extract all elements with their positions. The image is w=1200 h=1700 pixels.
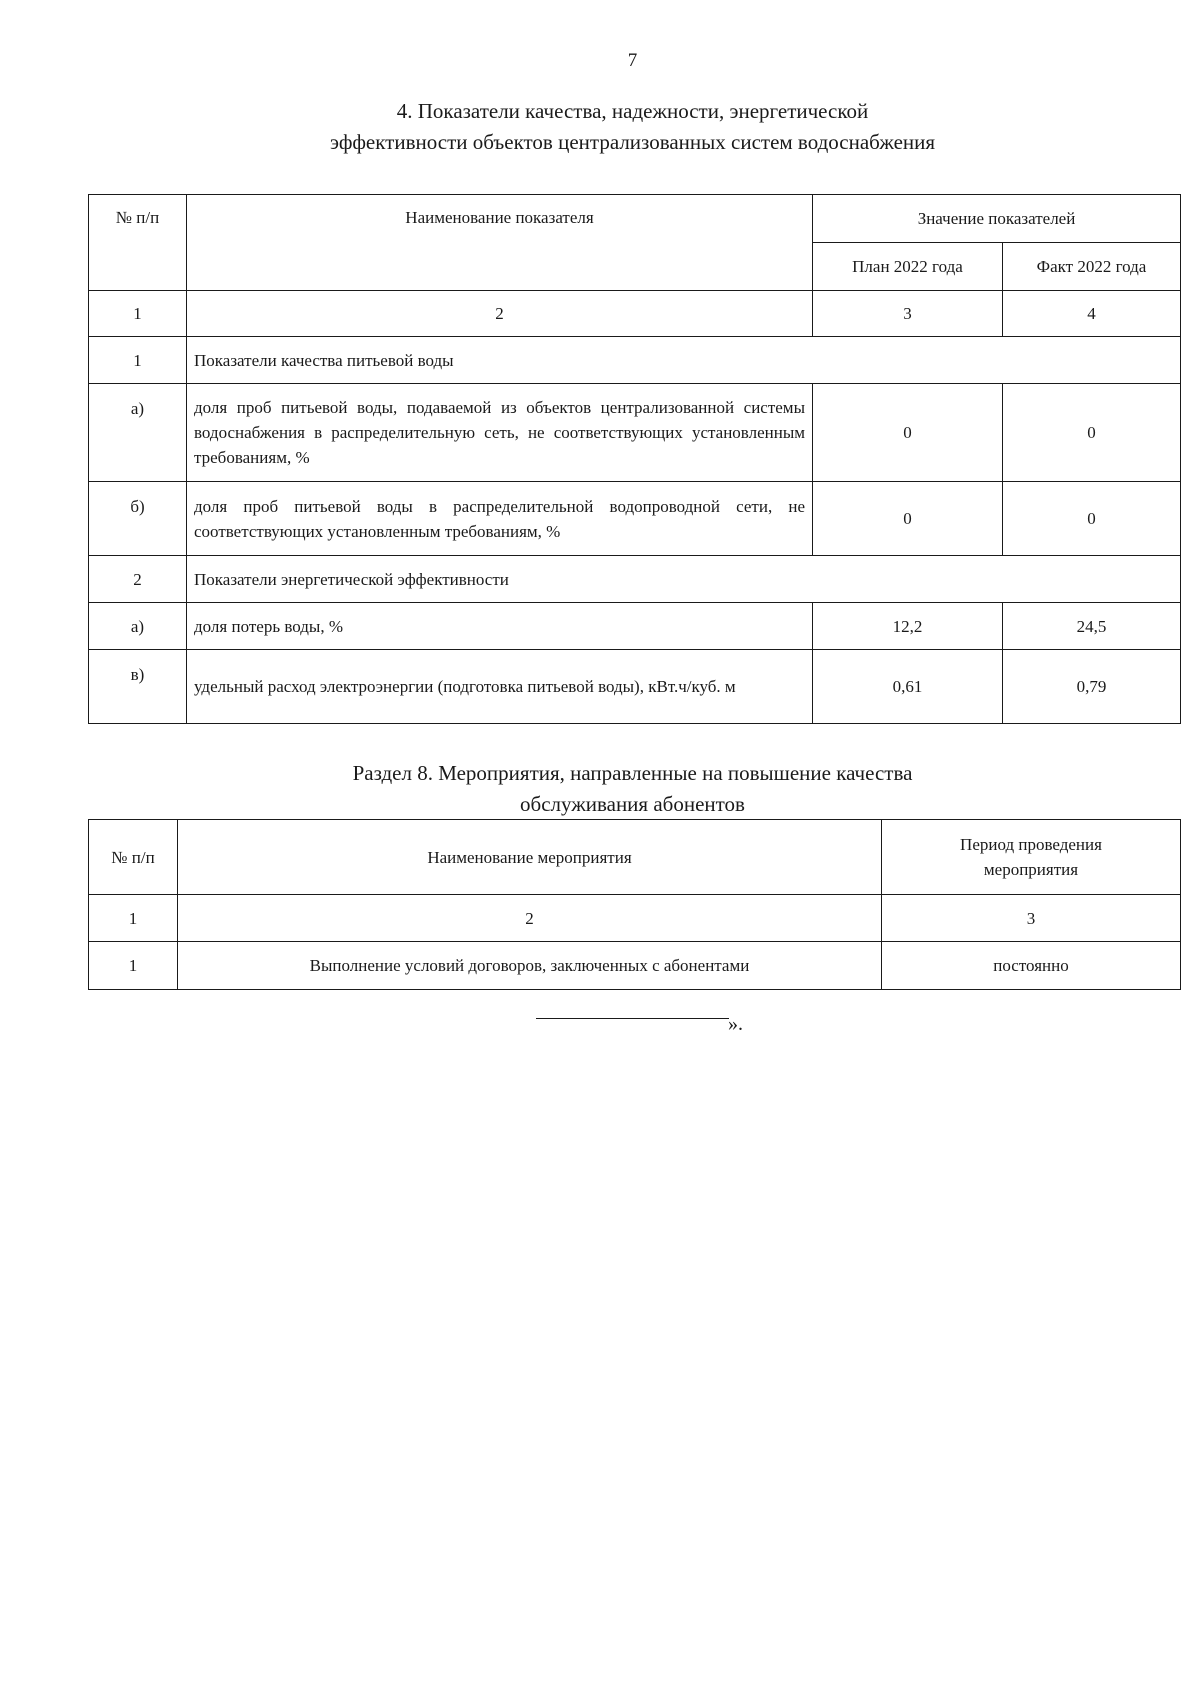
column-number: 3 (813, 291, 1003, 337)
plan-value: 0 (813, 482, 1003, 556)
measure-name: Выполнение условий договоров, заключенных с абонентами (178, 942, 882, 990)
fact-value: 0 (1003, 384, 1181, 482)
group-number: 1 (89, 337, 187, 384)
fact-value: 24,5 (1003, 603, 1181, 650)
group-title: Показатели качества питьевой воды (187, 337, 1181, 384)
section-4-title-line-1: 4. Показатели качества, надежности, энергетической (396, 99, 869, 123)
quality-indicators-table (88, 194, 1181, 724)
column-number: 2 (178, 895, 882, 942)
column-number: 4 (1003, 291, 1181, 337)
section-4-title (0, 96, 1200, 158)
indicator-name: удельный расход электроэнергии (подготовка питьевой воды), кВт.ч/куб. м (187, 650, 813, 724)
column-number: 3 (882, 895, 1181, 942)
section-4-title-line-2: эффективности объектов централизованных систем водоснабжения (329, 130, 936, 154)
row-number: б) (89, 482, 187, 556)
header-num: № п/п (89, 195, 187, 291)
measures-table (88, 819, 1181, 990)
header-num: № п/п (89, 820, 178, 895)
table-row (89, 650, 1181, 724)
column-number: 2 (187, 291, 813, 337)
table-row (89, 482, 1181, 556)
plan-value: 0 (813, 384, 1003, 482)
plan-value: 12,2 (813, 603, 1003, 650)
group-number: 2 (89, 556, 187, 603)
section-8-title-line-1: Раздел 8. Мероприятия, направленные на повышение качества (352, 761, 913, 785)
column-number: 1 (89, 291, 187, 337)
header-measure-name: Наименование мероприятия (178, 820, 882, 895)
indicator-name: доля проб питьевой воды, подаваемой из объектов централизованной системы водоснабжения в распределительную сеть, не соответствующих установленным требованиям, % (187, 384, 813, 482)
indicator-name: доля потерь воды, % (187, 603, 813, 650)
header-plan: План 2022 года (813, 243, 1003, 291)
row-number: а) (89, 384, 187, 482)
header-name: Наименование показателя (187, 195, 813, 291)
section-8-title-line-2: обслуживания абонентов (520, 792, 745, 816)
section-8-title (0, 758, 1200, 820)
page-number: 7 (627, 50, 638, 71)
plan-value: 0,61 (813, 650, 1003, 724)
fact-value: 0,79 (1003, 650, 1181, 724)
signature-line (536, 1017, 729, 1019)
table-row (89, 603, 1181, 650)
group-title: Показатели энергетической эффективности (187, 556, 1181, 603)
row-number: а) (89, 603, 187, 650)
indicator-name: доля проб питьевой воды в распределительной водопроводной сети, не соответствующих установленным требованиям, % (187, 482, 813, 556)
table-row (89, 942, 1181, 990)
header-period: Период проведения мероприятия (882, 820, 1181, 895)
row-number: в) (89, 650, 187, 724)
header-values: Значение показателей (813, 195, 1181, 243)
fact-value: 0 (1003, 482, 1181, 556)
header-fact: Факт 2022 года (1003, 243, 1181, 291)
table-row (89, 384, 1181, 482)
closing-quote: ». (728, 1013, 743, 1035)
row-number: 1 (89, 942, 178, 990)
measure-period: постоянно (882, 942, 1181, 990)
column-number: 1 (89, 895, 178, 942)
